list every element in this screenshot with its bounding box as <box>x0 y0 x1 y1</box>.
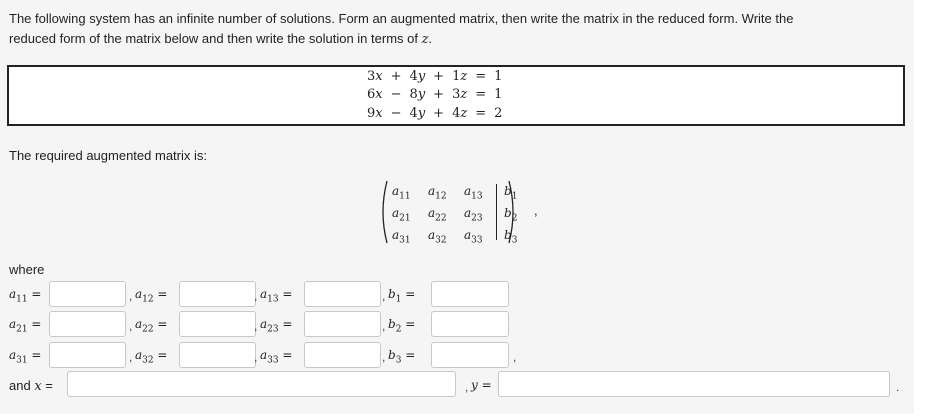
equation-token: 6x <box>367 87 383 102</box>
intro-line-2: reduced form of the matrix below and then write the solution in terms of <box>9 31 422 46</box>
equation-row <box>363 67 506 85</box>
augmented-matrix <box>378 178 518 246</box>
equation-token: − <box>390 87 402 102</box>
matrix-entry-b2: $b_2$ <box>504 206 518 224</box>
augment-bar <box>496 184 497 240</box>
equation-token: + <box>433 68 445 84</box>
intro-variable: z <box>421 32 429 47</box>
b3-input[interactable] <box>431 342 509 368</box>
equation-token: + <box>433 87 445 102</box>
end-period: . <box>896 380 900 394</box>
a11-input[interactable] <box>49 281 126 307</box>
right-paren <box>508 180 518 244</box>
matrix-entry-a13: $a_{13}$ <box>464 184 483 202</box>
separator-comma: , <box>129 289 133 303</box>
x-input[interactable] <box>67 371 456 397</box>
x-label: and x = <box>9 378 53 394</box>
a13-input[interactable] <box>304 281 381 307</box>
equation-system-box <box>7 65 905 126</box>
a12-label: $a_{12}$ = <box>135 287 168 305</box>
a21-input[interactable] <box>49 311 126 337</box>
equation-token: = <box>475 87 487 102</box>
equation-token: = <box>475 68 487 84</box>
separator-comma: , <box>465 380 469 394</box>
separator-comma: , <box>382 350 386 364</box>
equation-token: 1 <box>494 87 503 102</box>
a11-label: $a_{11}$ = <box>9 287 42 305</box>
a23-input[interactable] <box>304 311 381 337</box>
matrix-entry-a32: $a_{32}$ <box>428 228 447 246</box>
left-paren <box>378 180 388 244</box>
b1-label: $b_1$ = <box>388 287 416 305</box>
equation-token: 8y <box>409 87 426 102</box>
a22-input[interactable] <box>179 311 256 337</box>
separator-comma: , <box>382 289 386 303</box>
separator-comma: , <box>382 319 386 333</box>
equation-row <box>363 104 506 123</box>
b1-input[interactable] <box>431 281 509 307</box>
equation-token: 4y <box>409 106 426 121</box>
a33-input[interactable] <box>304 342 381 368</box>
equation-row <box>363 85 506 104</box>
b2-input[interactable] <box>431 311 509 337</box>
equation-token: 1 <box>494 68 503 84</box>
a23-label: $a_{23}$ = <box>260 317 293 335</box>
a13-label: $a_{13}$ = <box>260 287 293 305</box>
a21-label: $a_{21}$ = <box>9 317 42 335</box>
equation-token: 3x <box>367 68 383 84</box>
matrix-entry-b3: $b_3$ <box>504 228 518 246</box>
separator-comma: , <box>129 350 133 364</box>
augmented-matrix-label: The required augmented matrix is: <box>9 148 207 163</box>
matrix-entry-a31: $a_{31}$ <box>392 228 411 246</box>
matrix-trailing-comma: , <box>534 203 538 218</box>
equation-token: 4z <box>452 106 468 121</box>
separator-comma: , <box>513 350 517 364</box>
equation-token: = <box>475 106 487 121</box>
matrix-entry-a23: $a_{23}$ <box>464 206 483 224</box>
equation-token: + <box>433 106 445 121</box>
separator-comma: , <box>129 319 133 333</box>
matrix-entry-a11: $a_{11}$ <box>392 184 411 202</box>
matrix-entry-a21: $a_{21}$ <box>392 206 411 224</box>
y-input[interactable] <box>498 371 890 397</box>
a31-input[interactable] <box>49 342 126 368</box>
a31-label: $a_{31}$ = <box>9 348 42 366</box>
where-label: where <box>9 262 45 277</box>
equation-system <box>363 67 506 123</box>
separator-comma: , <box>254 350 258 364</box>
intro-suffix: . <box>428 31 433 46</box>
question-text <box>9 9 899 50</box>
a33-label: $a_{33}$ = <box>260 348 293 366</box>
b2-label: $b_2$ = <box>388 317 416 335</box>
equation-token: 9x <box>367 106 383 121</box>
equation-token: + <box>390 68 402 84</box>
a32-label: $a_{32}$ = <box>135 348 168 366</box>
matrix-entry-a33: $a_{33}$ <box>464 228 483 246</box>
a12-input[interactable] <box>179 281 256 307</box>
matrix-entry-b1: $b_1$ <box>504 184 518 202</box>
matrix-entry-a12: $a_{12}$ <box>428 184 447 202</box>
equation-token: 3z <box>452 87 468 102</box>
equation-token: 2 <box>494 106 503 121</box>
separator-comma: , <box>254 319 258 333</box>
y-label: y = <box>471 378 492 392</box>
separator-comma: , <box>254 289 258 303</box>
equation-token: 4y <box>409 68 426 84</box>
equation-token: 1z <box>452 68 468 84</box>
intro-line-1: The following system has an infinite number of solutions. Form an augmented matrix, then write the matrix in the reduced form. Write the <box>9 11 794 26</box>
a32-input[interactable] <box>179 342 256 368</box>
equation-token: − <box>390 106 402 121</box>
b3-label: $b_3$ = <box>388 348 416 366</box>
matrix-entry-a22: $a_{22}$ <box>428 206 447 224</box>
a22-label: $a_{22}$ = <box>135 317 168 335</box>
